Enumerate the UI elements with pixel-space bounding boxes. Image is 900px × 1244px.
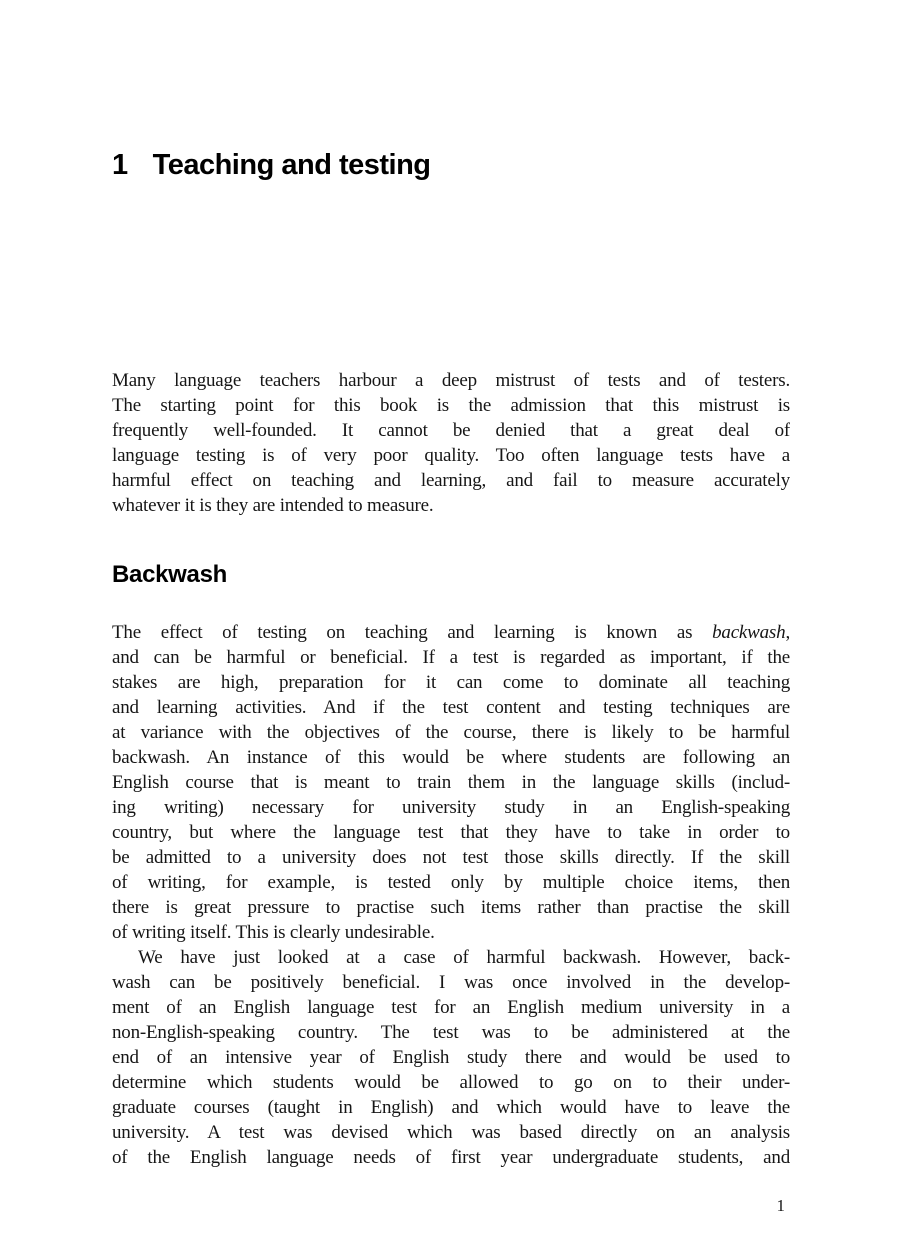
text-line: of writing itself. This is clearly undesirable.	[112, 922, 435, 943]
intro-paragraph	[112, 368, 790, 518]
text-line: ment of an English language test for an English medium university in a	[112, 997, 790, 1018]
text-line: frequently well-founded. It cannot be denied that a great deal of	[112, 420, 790, 441]
text-line: university. A test was devised which was based directly on an analysis	[112, 1122, 790, 1143]
text-line: country, but where the language test that they have to take in order to	[112, 822, 790, 843]
text-line: wash can be positively beneficial. I was once involved in the develop-	[112, 972, 790, 993]
text-line: and can be harmful or beneficial. If a test is regarded as important, if the	[112, 647, 790, 668]
text-line: at variance with the objectives of the course, there is likely to be harmful	[112, 722, 790, 743]
text-line: whatever it is they are intended to measure.	[112, 495, 434, 516]
text-line: of writing, for example, is tested only by multiple choice items, then	[112, 872, 790, 893]
text-line: graduate courses (taught in English) and which would have to leave the	[112, 1097, 790, 1118]
chapter-title: Teaching and testing	[152, 149, 431, 181]
text-line: Many language teachers harbour a deep mistrust of tests and of testers.	[112, 370, 790, 391]
text-line: ing writing) necessary for university study in an English-speaking	[112, 797, 790, 818]
text-line: be admitted to a university does not test those skills directly. If the skill	[112, 847, 790, 868]
text-line: there is great pressure to practise such items rather than practise the skill	[112, 897, 790, 918]
chapter-number: 1	[112, 149, 128, 181]
text-line: The effect of testing on teaching and learning is known as backwash,	[112, 622, 790, 643]
chapter-heading	[112, 150, 431, 180]
text-line: English course that is meant to train them in the language skills (includ-	[112, 772, 790, 793]
text-line: We have just looked at a case of harmful backwash. However, back-	[138, 947, 790, 968]
backwash-paragraph-1	[112, 620, 790, 945]
text-line: end of an intensive year of English study there and would be used to	[112, 1047, 790, 1068]
text-line: determine which students would be allowed to go on to their under-	[112, 1072, 790, 1093]
text-line: The starting point for this book is the admission that this mistrust is	[112, 395, 790, 416]
text-line: language testing is of very poor quality. Too often language tests have a	[112, 445, 790, 466]
text-line: harmful effect on teaching and learning, and fail to measure accurately	[112, 470, 790, 491]
backwash-paragraph-2	[112, 945, 790, 1170]
text-line: backwash. An instance of this would be where students are following an	[112, 747, 790, 768]
text-line: of the English language needs of first year undergraduate students, and	[112, 1147, 790, 1168]
page-number: 1	[776, 1196, 785, 1215]
text-line: and learning activities. And if the test content and testing techniques are	[112, 697, 790, 718]
section-heading-backwash: Backwash	[112, 561, 227, 588]
text-line: non-English-speaking country. The test was to be administered at the	[112, 1022, 790, 1043]
text-line: stakes are high, preparation for it can come to dominate all teaching	[112, 672, 790, 693]
